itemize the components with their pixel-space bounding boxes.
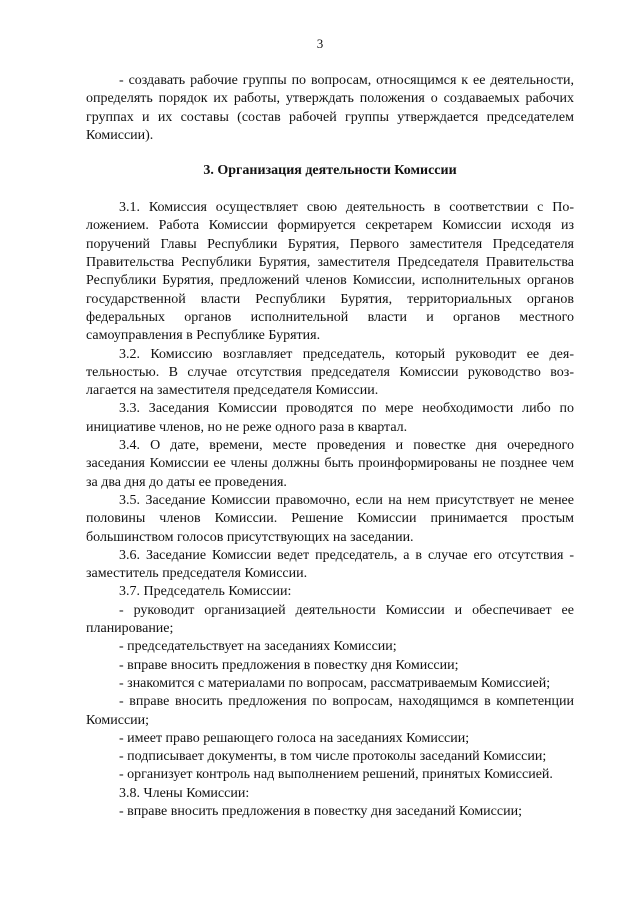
intro-paragraph: - создавать рабочие группы по вопросам, относящимся к ее деятельности, определять порядок их работы, утверждать положения о создаваемых рабочих группах и их составы (состав рабочей группы утверждается председателем Комиссии). bbox=[86, 73, 574, 143]
list-item: - председательствует на заседаниях Комиссии; bbox=[119, 639, 397, 655]
paragraph-3-7: 3.7. Председатель Комиссии: bbox=[119, 584, 292, 600]
list-item: - вправе вносить предложения в повестку дня заседаний Комиссии; bbox=[119, 803, 522, 819]
list-item: - вправе вносить предложения в повестку дня Комиссии; bbox=[119, 657, 459, 673]
paragraph-3-3: 3.3. Заседания Комиссии проводятся по мере необходимости либо по инициативе членов, но не реже одного раза в квартал. bbox=[86, 401, 574, 435]
list-item: - организует контроль над выполнением решений, принятых Комиссией. bbox=[119, 767, 553, 783]
list-item: - руководит организацией деятельности Комиссии и обеспечивает ее планирование; bbox=[86, 602, 574, 637]
page-number: 3 bbox=[316, 36, 324, 51]
list-item: - имеет право решающего голоса на заседаниях Комиссии; bbox=[119, 730, 470, 746]
paragraph-3-2: 3.2. Комиссию возглавляет председатель, который руководит ее деятельностью. В случае отсутствия председателя Комиссии руководство возлагается на заместителя председателя Комиссии. bbox=[86, 346, 574, 399]
paragraph-3-1: 3.1. Комиссия осуществляет свою деятельность в соответствии с Положением. Работа Комиссии формируется секретарем Комиссии исходя из поручений Главы Республики Бурятия, Первого заместителя Председателя Правительства Республики Бурятия, заместителя Председателя Правительства Республики Бурятия, предложений членов Комиссии, исполнительных органов государственной власти Республики Бурятия, территориальных органов федеральных органов исполнительной власти и органов местного самоуправления в Республике Бурятия. bbox=[86, 200, 574, 344]
list-item: - подписывает документы, в том числе протоколы заседаний Комиссии; bbox=[119, 749, 547, 765]
paragraph-3-6: 3.6. Заседание Комиссии ведет председатель, а в случае его отсутствия - заместитель председателя Комиссии. bbox=[86, 547, 574, 582]
paragraph-3-5: 3.5. Заседание Комиссии правомочно, если на нем присутствует не менее половины членов Комиссии. Решение Комиссии принимается простым большинством голосов присутствующих на заседании. bbox=[86, 492, 574, 545]
list-item: - знакомится с материалами по вопросам, рассматриваемым Комиссией; bbox=[119, 675, 551, 691]
section-title: 3. Организация деятельности Комиссии bbox=[203, 163, 457, 179]
paragraph-3-4: 3.4. О дате, времени, месте проведения и повестке дня очередного заседания Комиссии ее члены должны быть проинформированы не позднее чем за два дня до даты ее проведения. bbox=[86, 438, 574, 490]
document-body bbox=[86, 72, 574, 821]
paragraph-3-8: 3.8. Члены Комиссии: bbox=[119, 785, 250, 801]
list-item: - вправе вносить предложения по вопросам, находящимся в компетенции Комиссии; bbox=[86, 694, 574, 728]
